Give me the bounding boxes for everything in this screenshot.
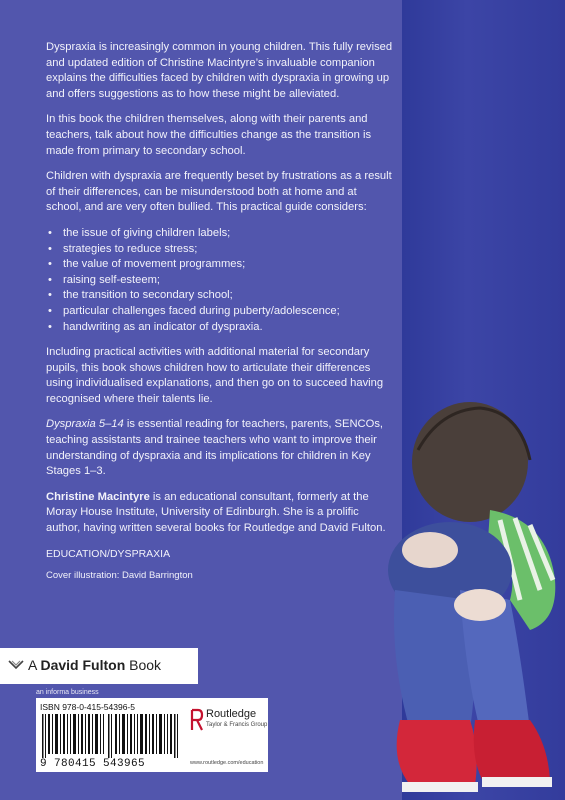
blurb-paragraph-2: In this book the children themselves, along with their parents and teachers, talk about how the difficulties change as the transition is made from primary to secondary school. xyxy=(46,113,372,157)
barcode-icon xyxy=(42,714,180,758)
blurb-paragraph-1: Dyspraxia is increasingly common in young children. This fully revised and updated edition of Christine Macintyre’s invaluable companion explains the difficulties faced by children with dyspraxia in growing up and offers suggestions as to how these might be alleviated. xyxy=(46,41,393,100)
list-item: • the value of movement programmes; xyxy=(46,257,394,273)
blurb-paragraph-4: Including practical activities with additional material for secondary pupils, this book shows children how to articulate their differences using individualised explanations, and then go on to succeed having recognised where their talents lie. xyxy=(46,346,384,405)
bullet-icon: • xyxy=(48,289,52,302)
barcode-digits: 9 780415 543965 xyxy=(40,758,146,770)
bullet-icon: • xyxy=(48,258,52,271)
list-item: • the transition to secondary school; xyxy=(46,288,394,304)
list-item: • handwriting as an indicator of dyspraxia. xyxy=(46,320,394,336)
author-bio: Christine Macintyre is an educational consultant, formerly at the Moray House Institute, University of Edinburgh. She is a prolific author, having written several books for Routledge and David Fulton. xyxy=(46,490,386,535)
blurb-paragraph-3: Children with dyspraxia are frequently beset by frustrations as a result of their differences, can be misunderstood both at home and at school, and are very often bullied. This practical guide considers: xyxy=(46,170,392,214)
isbn-text: ISBN 978-0-415-54396-5 xyxy=(40,702,135,712)
publisher-group: Taylor & Francis Group xyxy=(206,722,268,728)
publisher-name: Routledge xyxy=(206,708,257,720)
routledge-logo-icon xyxy=(190,708,204,732)
informa-tagline: an informa business xyxy=(36,689,99,696)
publisher-url: www.routledge.com/education xyxy=(190,760,264,766)
imprint-logo-icon xyxy=(8,658,24,674)
author-name: Christine Macintyre xyxy=(46,490,150,503)
bullet-icon: • xyxy=(48,242,52,255)
list-item: • raising self-esteem; xyxy=(46,273,394,289)
imprint-text: A David Fulton Book xyxy=(28,657,162,673)
bullet-icon: • xyxy=(48,304,52,317)
considerations-list xyxy=(46,226,394,335)
blurb-paragraph-5: Dyspraxia 5–14 is essential reading for teachers, parents, SENCOs, teaching assistants and trainee teachers who want to improve their understanding of dyspraxia and its implications for children in Key Stages 1–3. xyxy=(46,418,384,478)
bullet-icon: • xyxy=(48,226,52,239)
list-item: • strategies to reduce stress; xyxy=(46,242,394,258)
publisher-panel xyxy=(186,698,268,772)
cover-credit: Cover illustration: David Barrington xyxy=(46,570,193,582)
bullet-icon: • xyxy=(48,273,52,286)
child-illustration xyxy=(370,400,565,800)
imprint-banner xyxy=(0,648,198,684)
blurb-column xyxy=(46,40,394,584)
barcode-panel xyxy=(36,698,186,772)
list-item: • the issue of giving children labels; xyxy=(46,226,394,242)
bullet-icon: • xyxy=(48,320,52,333)
list-item: • particular challenges faced during puberty/adolescence; xyxy=(46,304,394,320)
book-title-inline: Dyspraxia 5–14 xyxy=(46,418,124,431)
subject-category: EDUCATION/DYSPRAXIA xyxy=(46,547,171,560)
